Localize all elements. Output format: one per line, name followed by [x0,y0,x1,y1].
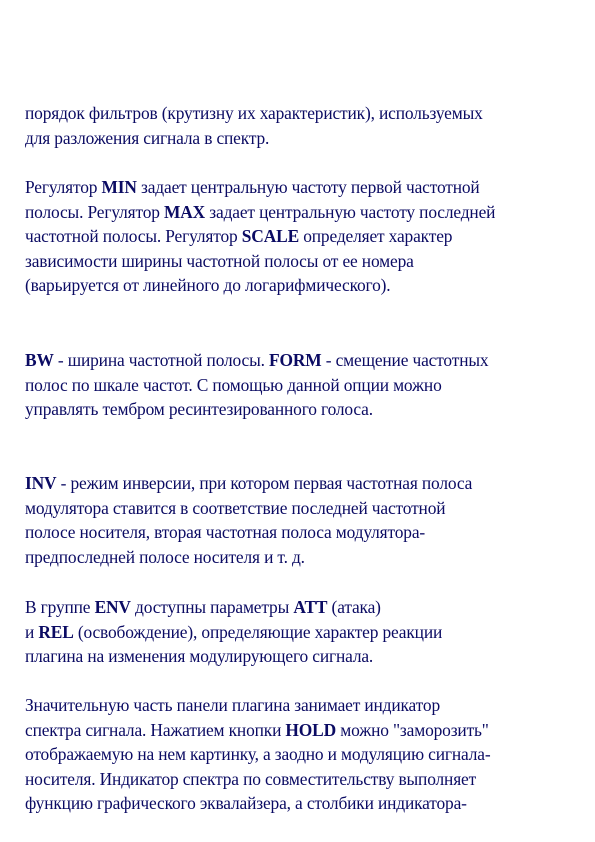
bold-term: REL [38,621,74,642]
text-line [25,397,585,422]
text-run: полос по шкале частот. С помощью данной опции можно [25,374,442,395]
text-line [25,520,585,545]
bold-term: MAX [164,201,206,222]
text-line [25,742,585,767]
paragraph-filter-order [25,101,585,150]
text-run: определяет характер [299,226,453,247]
text-run: Регулятор [25,177,102,197]
bold-term: HOLD [285,719,337,740]
text-line [25,348,585,373]
text-run: частотной полосы. Регулятор [25,226,242,247]
bold-term: MIN [101,177,137,197]
bold-term: ENV [94,597,131,617]
text-run: и [25,621,39,642]
text-run: Значительную часть панели плагина занимает индикатор [25,695,440,715]
text-line [25,791,585,816]
paragraph-min-max-scale [25,175,585,298]
text-line [25,126,585,151]
text-line [25,175,585,200]
text-line [25,767,585,792]
text-line [25,471,585,496]
text-line [25,620,585,645]
text-run: зависимости ширины частотной полосы от ее номера [25,250,414,271]
text-run: плагина на изменения модулирующего сигнала. [25,646,374,667]
text-run: управлять тембром ресинтезированного голоса. [25,399,373,420]
text-run: - ширина частотной полосы. [53,350,270,370]
paragraph-spectrum-indicator [25,693,585,816]
text-line [25,224,585,249]
text-run: (варьируется от линейного до логарифмического). [25,275,391,296]
text-line [25,373,585,398]
text-run: - смещение частотных [321,350,489,370]
text-run: полосы. Регулятор [25,201,164,222]
text-run: задает центральную частоту первой частотной [136,177,480,197]
text-line [25,200,585,225]
paragraph-bw-form [25,348,585,422]
bold-term: ATT [293,597,328,617]
text-run: для разложения сигнала в спектр. [25,127,270,148]
text-run: порядок фильтров (крутизну их характеристик), используемых [25,103,483,123]
text-run: можно "заморозить" [336,719,489,740]
bold-term: SCALE [241,226,300,247]
text-run: доступны параметры [130,597,294,617]
text-run: носителя. Индикатор спектра по совместительству выполняет [25,768,477,789]
text-run: модулятора ставится в соответствие последней частотной [25,497,446,518]
text-run: задает центральную частоту последней [205,201,496,222]
text-line [25,101,585,126]
paragraph-env-att-rel [25,595,585,669]
text-line [25,545,585,570]
text-run: В группе [25,597,95,617]
text-line [25,273,585,298]
text-line [25,249,585,274]
text-run: предпоследней полосе носителя и т. д. [25,546,305,567]
text-line [25,496,585,521]
text-run: - режим инверсии, при котором первая частотная полоса [56,473,473,493]
text-line [25,718,585,743]
text-run: (освобождение), определяющие характер реакции [73,621,443,642]
text-run: функцию графического эквалайзера, а столбики индикатора- [25,793,467,814]
text-run: спектра сигнала. Нажатием кнопки [25,719,286,740]
text-run: (атака) [327,597,381,617]
text-line [25,693,585,718]
paragraph-inv [25,471,585,569]
text-line [25,595,585,620]
text-run: полосе носителя, вторая частотная полоса модулятора- [25,522,426,543]
text-line [25,644,585,669]
bold-term: BW [25,350,54,370]
bold-term: FORM [269,350,322,370]
bold-term: INV [25,473,57,493]
text-run: отображаемую на нем картинку, а заодно и модуляцию сигнала- [25,744,491,765]
